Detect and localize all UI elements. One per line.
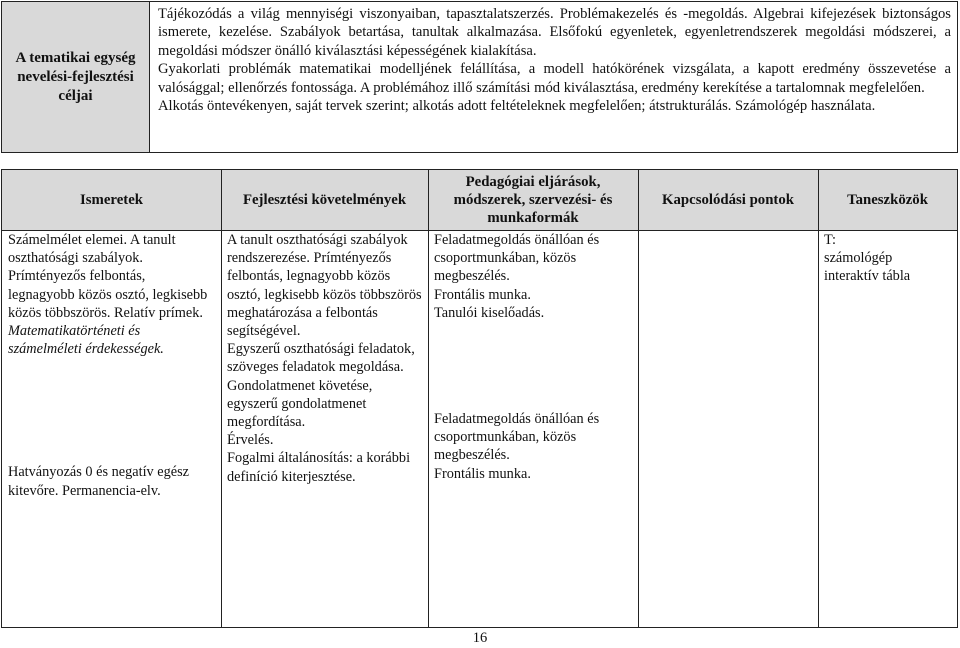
pedagogiai-paragraph: Tanulói kiselőadás. — [434, 304, 545, 321]
taneszkoz-item: T: — [824, 232, 836, 248]
goals-text — [150, 2, 957, 152]
header-fejlesztesi: Fejlesztési követelmények — [242, 192, 407, 208]
header-ismeretek: Ismeretek — [79, 192, 143, 208]
pedagogiai-paragraph: Frontális munka. — [434, 286, 531, 303]
header-taneszkozok: Taneszközök — [847, 192, 928, 208]
page-number: 16 — [472, 630, 488, 646]
fejlesztesi-paragraph: Gondolatmenet követése, egyszerű gondolatmenet megfordítása. — [227, 377, 373, 431]
goals-table — [1, 1, 958, 153]
goals-label: A tematikai egység nevelési-fejlesztési céljai — [2, 2, 150, 152]
column-ismeretek — [2, 230, 221, 627]
column-kapcsolodasi — [638, 230, 818, 627]
goals-paragraph-3: Alkotás öntevékenyen, saját tervek szerint; alkotás adott feltételeknek megfelelően; átstrukturálás. Számológép használata. — [158, 98, 876, 115]
column-fejlesztesi — [221, 230, 428, 627]
taneszkoz-item: számológép — [824, 250, 893, 267]
ismeretek-block-1-italic: Matematikatörténeti és számelméleti érdekességek. — [8, 323, 164, 358]
header-pedagogiai: Pedagógiai eljárások, módszerek, szervezési- és munkaformák — [453, 174, 613, 226]
goals-paragraph-1: Tájékozódás a világ mennyiségi viszonyaiban, tapasztalatszerzés. Problémakezelés és -megoldás. Algebrai kifejezések biztonságos ismerete, kezelése. Szabályok betartása, tanultak alkalmazása. Elsőfokú egyenletek, egyenletrendszerek megoldási módszerei, a megoldási módszer önálló kiválasztási képességének kialakítása. — [158, 6, 951, 59]
pedagogiai-paragraph: Feladatmegoldás önállóan és csoportmunkában, közös megbeszélés. — [434, 411, 600, 464]
curriculum-table — [1, 169, 958, 628]
goals-paragraph-2: Gyakorlati problémák matematikai modelljének felállítása, a modell hatókörének vizsgálata, a kapott eredmény összevetése a valósággal; ellenőrzés fontossága. A problémához illő számítási mód kiválasztása, eredmény kerekítése a tartalomnak megfelelően. — [158, 61, 951, 96]
fejlesztesi-paragraph: Fogalmi általánosítás: a korábbi definíció kiterjesztése. — [227, 450, 411, 485]
fejlesztesi-paragraph: Érvelés. — [227, 432, 274, 449]
pedagogiai-paragraph: Frontális munka. — [434, 465, 531, 482]
ismeretek-block-2: Hatványozás 0 és negatív egész kitevőre. Permanencia-elv. — [8, 464, 190, 499]
taneszkoz-item: interaktív tábla — [824, 268, 911, 285]
column-pedagogiai — [428, 230, 638, 627]
pedagogiai-paragraph: Feladatmegoldás önállóan és csoportmunkában, közös megbeszélés. — [434, 232, 600, 285]
ismeretek-block-1: Számelmélet elemei. A tanult oszthatósági szabályok. Prímtényezős felbontás, legnagyobb közös osztó, legkisebb közös többszörös. Relatív prímek. — [8, 232, 208, 321]
header-kapcsolodasi: Kapcsolódási pontok — [662, 192, 794, 208]
table-header-row — [2, 170, 957, 231]
column-taneszkozok — [818, 230, 957, 627]
fejlesztesi-paragraph: A tanult oszthatósági szabályok rendszerezése. Prímtényezős felbontás, legnagyobb közös osztó, legkisebb közös többszörös meghatározása a felbontás segítségével. — [227, 232, 422, 340]
fejlesztesi-paragraph: Egyszerű oszthatósági feladatok, szöveges feladatok megoldása. — [227, 341, 415, 376]
